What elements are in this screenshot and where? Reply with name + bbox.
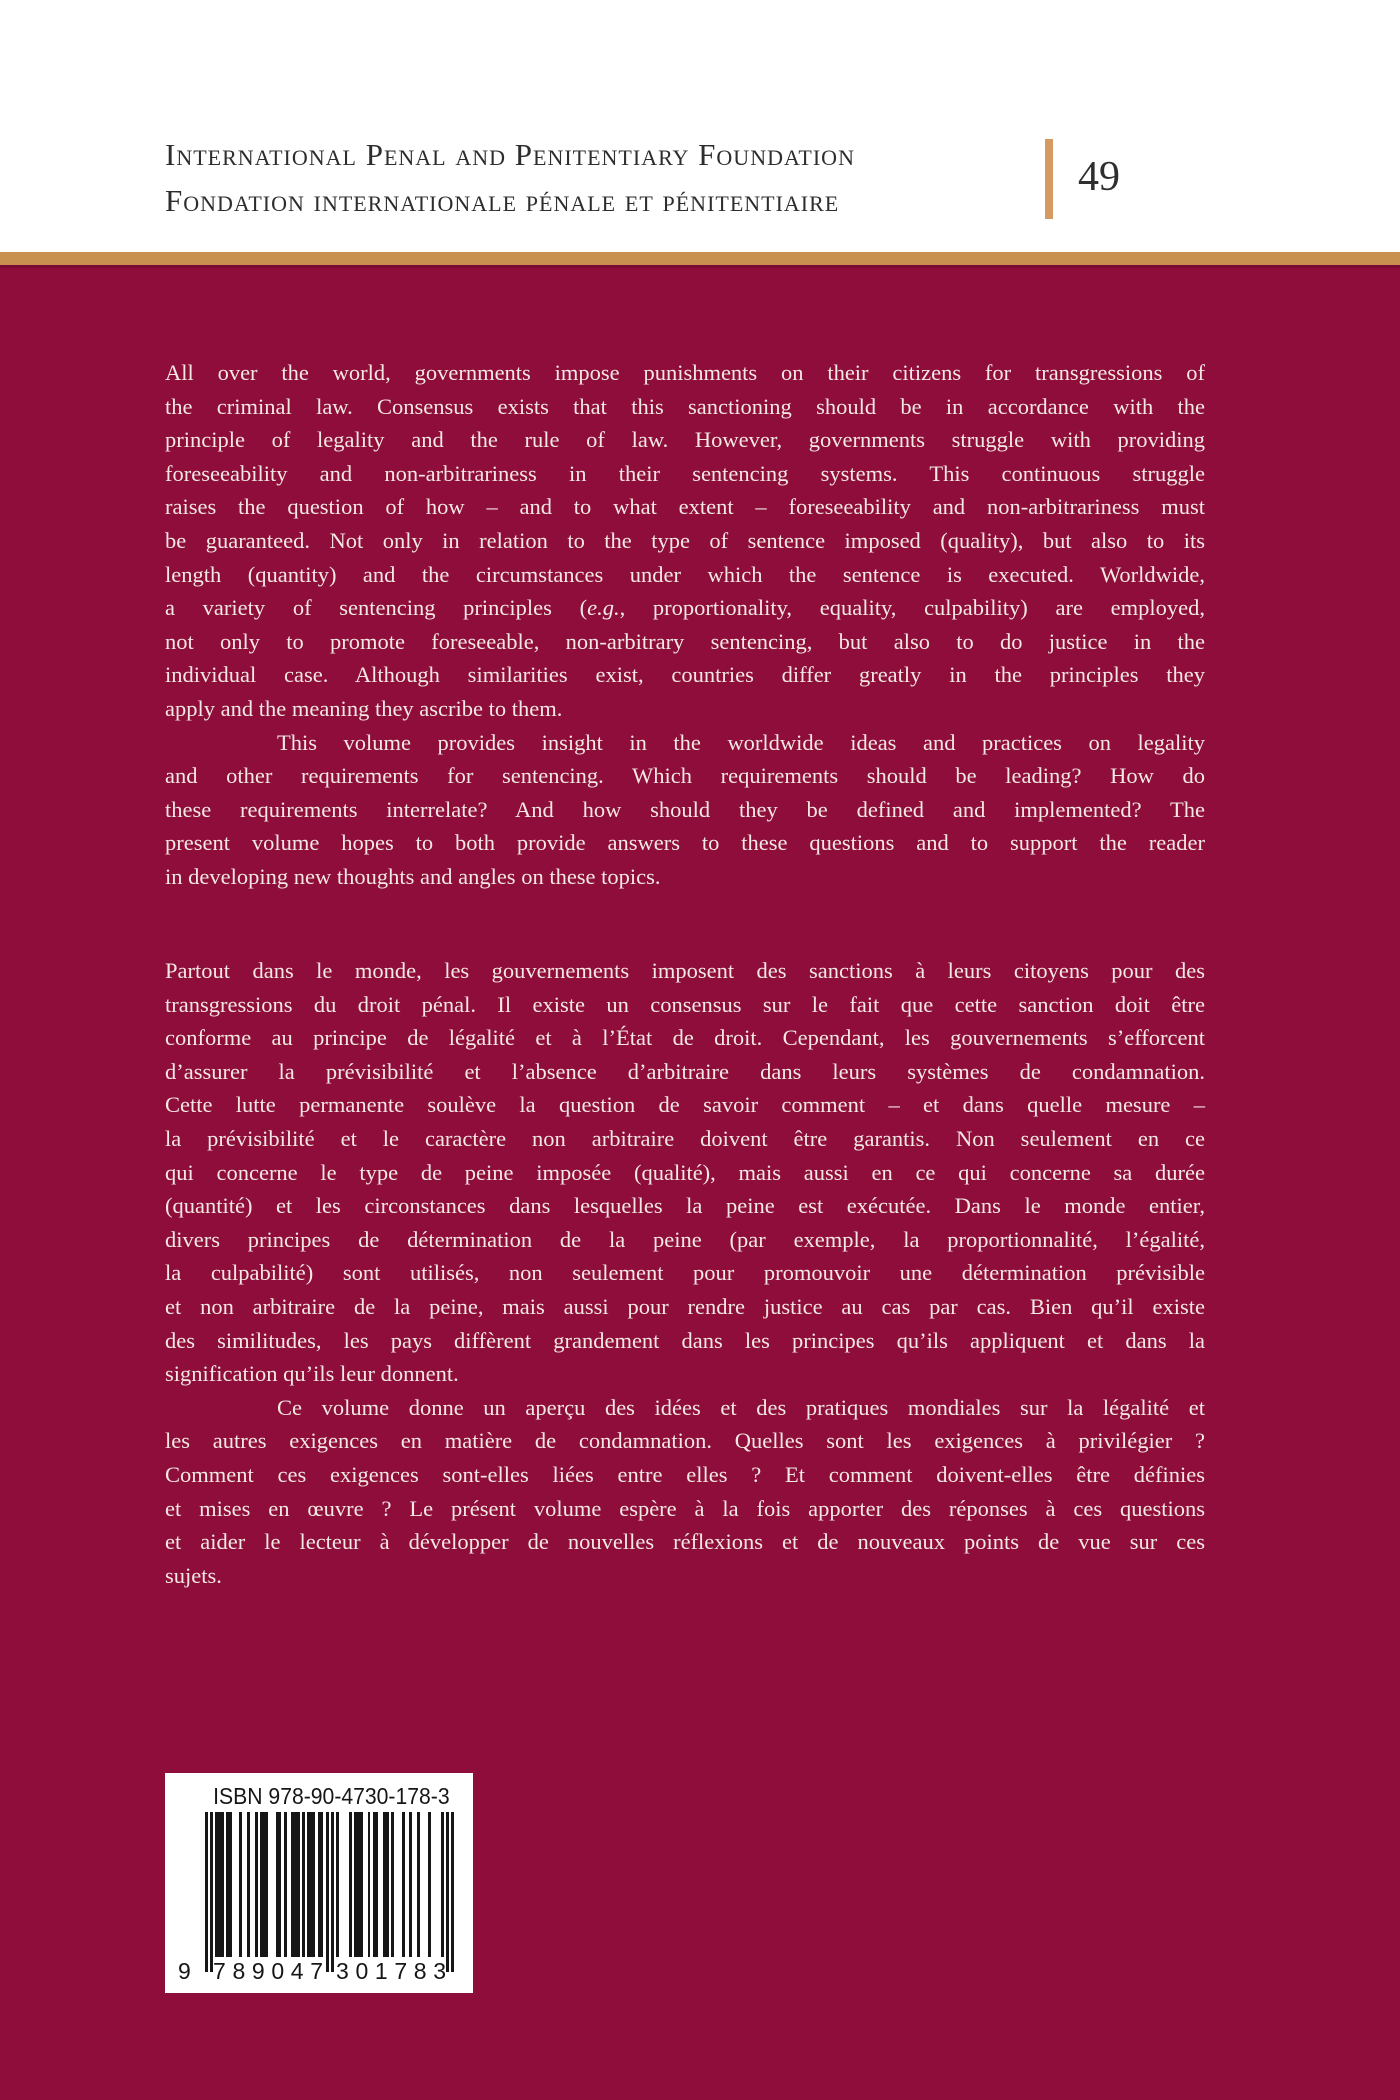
text-line: and other requirements for sentencing. Which requirements should be leading? How do xyxy=(165,763,1205,789)
text-line: a variety of sentencing principles (e.g., proportionality, equality, culpability) are employed, xyxy=(165,595,1205,621)
text-line: d’assurer la prévisibilité et l’absence d’arbitraire dans leurs systèmes de condamnation. xyxy=(165,1058,1205,1084)
cover-background xyxy=(0,268,1400,2100)
french-paragraph-2 xyxy=(165,1391,1205,1593)
barcode-bars xyxy=(205,1812,454,1972)
text-line: et non arbitraire de la peine, mais aussi pour rendre justice au cas par cas. Bien qu’il existe xyxy=(165,1293,1205,1319)
text-line: (quantité) et les circonstances dans lesquelles la peine est exécutée. Dans le monde entier, xyxy=(165,1193,1205,1219)
text-line: conforme au principe de légalité et à l’État de droit. Cependant, les gouvernements s’efforcent xyxy=(165,1025,1205,1051)
text-line: these requirements interrelate? And how should they be defined and implemented? The xyxy=(165,796,1205,822)
text-line: la culpabilité) sont utilisés, non seulement pour promouvoir une détermination prévisible xyxy=(165,1260,1205,1286)
text-line: the criminal law. Consensus exists that this sanctioning should be in accordance with the xyxy=(165,393,1205,419)
isbn-number: ISBN 978-90-4730-178-3 xyxy=(213,1783,450,1809)
text-line: Cette lutte permanente soulève la question de savoir comment – et dans quelle mesure – xyxy=(165,1092,1205,1118)
text-line: les autres exigences en matière de condamnation. Quelles sont les exigences à privilégier ? xyxy=(165,1428,1205,1454)
text-line: Partout dans le monde, les gouvernements imposent des sanctions à leurs citoyens pour des xyxy=(165,958,1205,983)
text-line: in developing new thoughts and angles on these topics. xyxy=(165,863,661,889)
text-line: la prévisibilité et le caractère non arbitraire doivent être garantis. Non seulement en ce xyxy=(165,1125,1205,1151)
english-paragraph-2 xyxy=(165,726,1205,894)
text-line: Comment ces exigences sont-elles liées entre elles ? Et comment doivent-elles être définies xyxy=(165,1461,1205,1487)
blurb-french xyxy=(165,954,1205,1592)
publisher-name xyxy=(165,132,855,224)
text-line: et aider le lecteur à développer de nouvelles réflexions et de nouveaux points de vue sur ces xyxy=(165,1529,1205,1555)
text-line: apply and the meaning they ascribe to them. xyxy=(165,695,563,721)
blurb-english xyxy=(165,356,1205,894)
series-number: 49 xyxy=(1078,154,1120,200)
text-line: et mises en œuvre ? Le présent volume espère à la fois apporter des réponses à ces questions xyxy=(165,1495,1205,1521)
text-line: This volume provides insight in the worldwide ideas and practices on legality xyxy=(277,729,1205,755)
text-line: foreseeability and non-arbitrariness in their sentencing systems. This continuous struggle xyxy=(165,460,1205,486)
top-accent-band xyxy=(0,252,1400,265)
ean13-barcode xyxy=(178,1812,454,1984)
text-line: be guaranteed. Not only in relation to the type of sentence imposed (quality), but also to its xyxy=(165,527,1205,553)
publisher-name-french: Fondation internationale pénale et pénitentiaire xyxy=(165,183,840,218)
text-line: All over the world, governments impose punishments on their citizens for transgressions of xyxy=(165,360,1205,385)
english-paragraph-1 xyxy=(165,356,1205,726)
barcode-digits-left: 7 8 9 0 4 7 xyxy=(213,1958,323,1984)
header-area xyxy=(0,0,1400,252)
text-line: principle of legality and the rule of law. However, governments struggle with providing xyxy=(165,427,1205,453)
text-line: raises the question of how – and to what extent – foreseeability and non-arbitrariness must xyxy=(165,494,1205,520)
text-line: present volume hopes to both provide answers to these questions and to support the reader xyxy=(165,830,1205,856)
barcode-digits-right: 3 0 1 7 8 3 xyxy=(336,1958,446,1984)
text-line: divers principes de détermination de la peine (par exemple, la proportionnalité, l’égalité, xyxy=(165,1226,1205,1252)
text-line: qui concerne le type de peine imposée (qualité), mais aussi en ce qui concerne sa durée xyxy=(165,1159,1205,1185)
french-paragraph-1 xyxy=(165,954,1205,1391)
isbn-block xyxy=(165,1773,473,1993)
series-number-divider xyxy=(1045,139,1053,219)
publisher-name-english: International Penal and Penitentiary Foundation xyxy=(165,137,855,172)
text-line: signification qu’ils leur donnent. xyxy=(165,1361,459,1387)
barcode-digit-leading: 9 xyxy=(178,1958,191,1984)
text-line: Ce volume donne un aperçu des idées et des pratiques mondiales sur la légalité et xyxy=(277,1394,1205,1420)
text-line: not only to promote foreseeable, non-arbitrary sentencing, but also to do justice in the xyxy=(165,628,1205,654)
text-line: length (quantity) and the circumstances under which the sentence is executed. Worldwide, xyxy=(165,561,1205,587)
text-line: sujets. xyxy=(165,1562,222,1588)
text-line: des similitudes, les pays diffèrent grandement dans les principes qu’ils appliquent et dans la xyxy=(165,1327,1205,1353)
text-line: individual case. Although similarities exist, countries differ greatly in the principles they xyxy=(165,662,1205,688)
text-line: transgressions du droit pénal. Il existe un consensus sur le fait que cette sanction doit être xyxy=(165,991,1205,1017)
